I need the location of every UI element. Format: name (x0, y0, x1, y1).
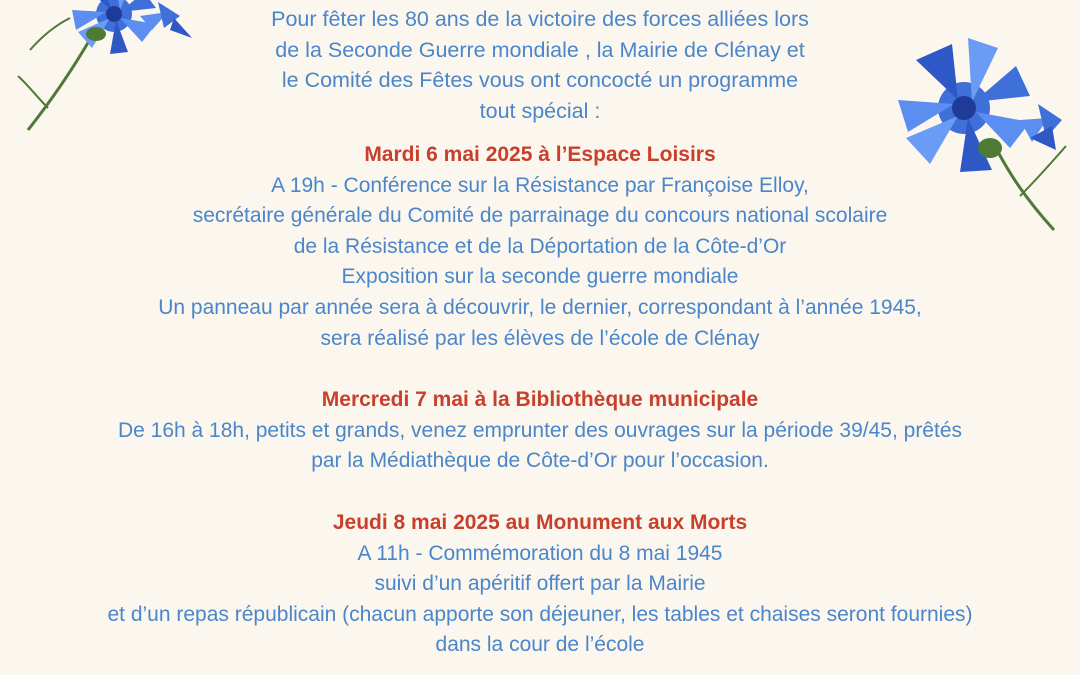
event-1 (0, 140, 1080, 354)
event-3-line: dans la cour de l’école (435, 633, 645, 657)
event-1-title: Mardi 6 mai 2025 à l’Espace Loisirs (364, 143, 716, 166)
event-1-line: A 19h - Conférence sur la Résistance par Françoise Elloy, (271, 173, 809, 197)
event-1-line: Un panneau par année sera à découvrir, le dernier, correspondant à l’année 1945, (158, 295, 922, 319)
intro-paragraph (0, 4, 1080, 126)
event-3-title: Jeudi 8 mai 2025 au Monument aux Morts (332, 510, 748, 534)
event-2-title: Mercredi 7 mai à la Bibliothèque municipale (321, 388, 759, 412)
intro-line: tout spécial : (479, 98, 601, 123)
event-1-line: secrétaire générale du Comité de parrainage du concours national scolaire (192, 204, 888, 228)
event-2-line: De 16h à 18h, petits et grands, venez emprunter des ouvrages sur la période 39/45, prêtés (117, 418, 963, 442)
event-1-line: Exposition sur la seconde guerre mondiale (341, 265, 739, 289)
announcement (0, 4, 1080, 661)
event-1-line: sera réalisé par les élèves de l’école de Clénay (320, 326, 760, 350)
event-3-line: et d’un repas républicain (chacun apporte son déjeuner, les tables et chaises seront fournies) (107, 602, 973, 626)
event-3-line: suivi d’un apéritif offert par la Mairie (374, 572, 706, 596)
event-2 (0, 385, 1080, 477)
event-1-line: de la Résistance et de la Déportation de la Côte-d’Or (293, 234, 787, 258)
event-3 (0, 508, 1080, 661)
intro-line: le Comité des Fêtes vous ont concocté un programme (281, 68, 799, 92)
event-2-line: par la Médiathèque de Côte-d’Or pour l’occasion. (311, 449, 769, 473)
intro-line: de la Seconde Guerre mondiale , la Mairie de Clénay et (275, 37, 805, 62)
intro-line: Pour fêter les 80 ans de la victoire des forces alliées lors (271, 7, 809, 31)
event-3-line: A 11h - Commémoration du 8 mai 1945 (357, 541, 723, 565)
